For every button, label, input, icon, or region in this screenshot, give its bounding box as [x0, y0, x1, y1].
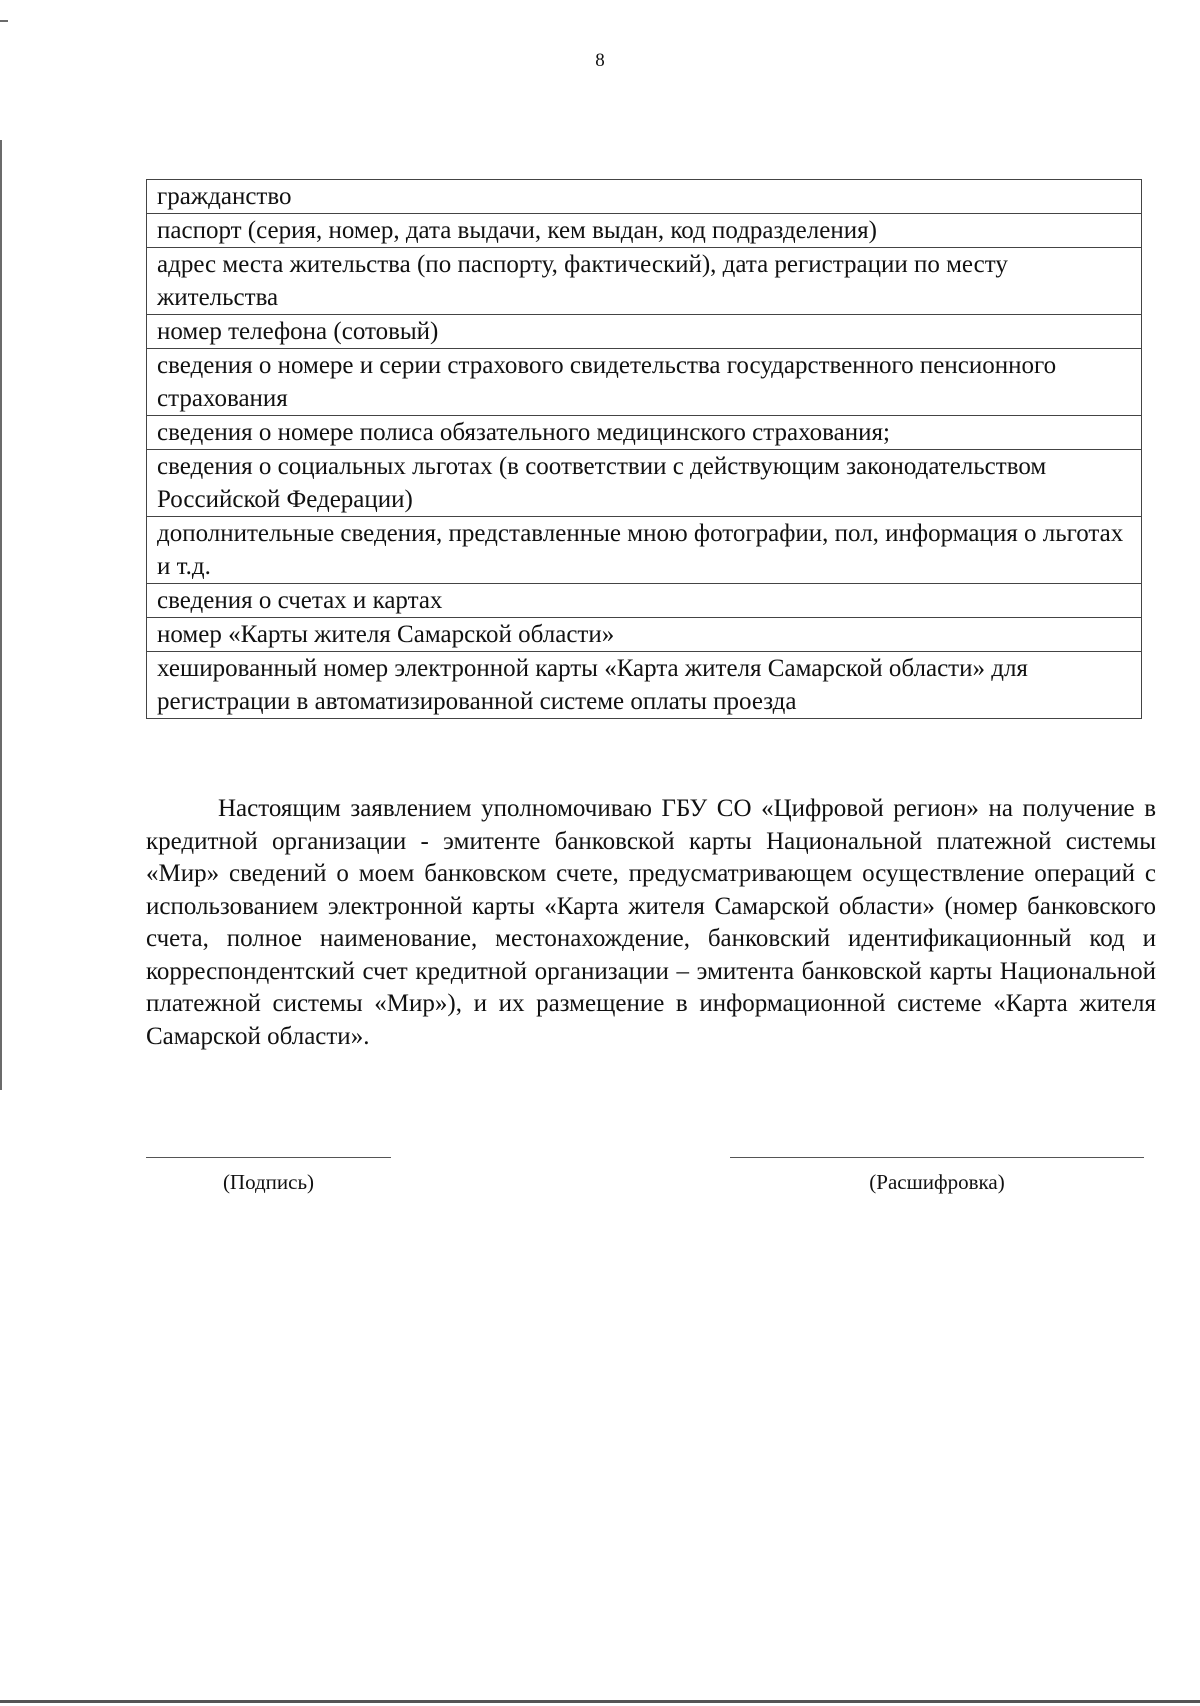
decoding-caption: (Расшифровка): [869, 1170, 1005, 1194]
table-cell: дополнительные сведения, представленные мною фотографии, пол, информация о льготах и т.д.: [147, 517, 1142, 584]
table-cell: хешированный номер электронной карты «Карта жителя Самарской области» для регистрации в автоматизированной системе оплаты проезда: [147, 652, 1142, 719]
table-cell: адрес места жительства (по паспорту, фактический), дата регистрации по месту жительства: [147, 248, 1142, 315]
signature-line: [146, 1157, 391, 1158]
table-row: [147, 315, 1142, 349]
table-row: [147, 180, 1142, 214]
table-row: [147, 618, 1142, 652]
table-row: [147, 517, 1142, 584]
table-cell: сведения о счетах и картах: [147, 584, 1142, 618]
table-cell: паспорт (серия, номер, дата выдачи, кем выдан, код подразделения): [147, 214, 1142, 248]
scan-bottom-edge: [0, 1700, 1200, 1703]
table-row: [147, 349, 1142, 416]
table-cell: гражданство: [147, 180, 1142, 214]
authorization-paragraph: Настоящим заявлением уполномочиваю ГБУ СО «Цифровой регион» на получение в кредитной организации - эмитенте банковской карты Национальной платежной системы «Мир» сведений о моем банковском счете, предусматривающем осуществление операций с использованием электронной карты «Карта жителя Самарской области» (номер банковского счета, полное наименование, местонахождение, банковский идентификационный код и корреспондентский счет кредитной организации – эмитента банковской карты Национальной платежной системы «Мир»), и их размещение в информационной системе «Карта жителя Самарской области».: [146, 795, 1156, 1050]
signature-caption: (Подпись): [222, 1170, 315, 1194]
table-cell: сведения о номере полиса обязательного медицинского страхования;: [147, 416, 1142, 450]
personal-data-table: [146, 179, 1142, 719]
table-row: [147, 584, 1142, 618]
table-row: [147, 248, 1142, 315]
table-cell: номер телефона (сотовый): [147, 315, 1142, 349]
scan-edge-mark: [0, 20, 8, 22]
table-cell: номер «Карты жителя Самарской области»: [147, 618, 1142, 652]
table-row: [147, 214, 1142, 248]
table-row: [147, 450, 1142, 517]
table-row: [147, 416, 1142, 450]
table-cell: сведения о номере и серии страхового свидетельства государственного пенсионного страхования: [147, 349, 1142, 416]
scan-left-edge: [0, 140, 2, 1090]
decoding-line: [730, 1157, 1144, 1158]
table-cell: сведения о социальных льготах (в соответствии с действующим законодательством Российской Федерации): [147, 450, 1142, 517]
page-number: 8: [595, 50, 605, 71]
table-row: [147, 652, 1142, 719]
